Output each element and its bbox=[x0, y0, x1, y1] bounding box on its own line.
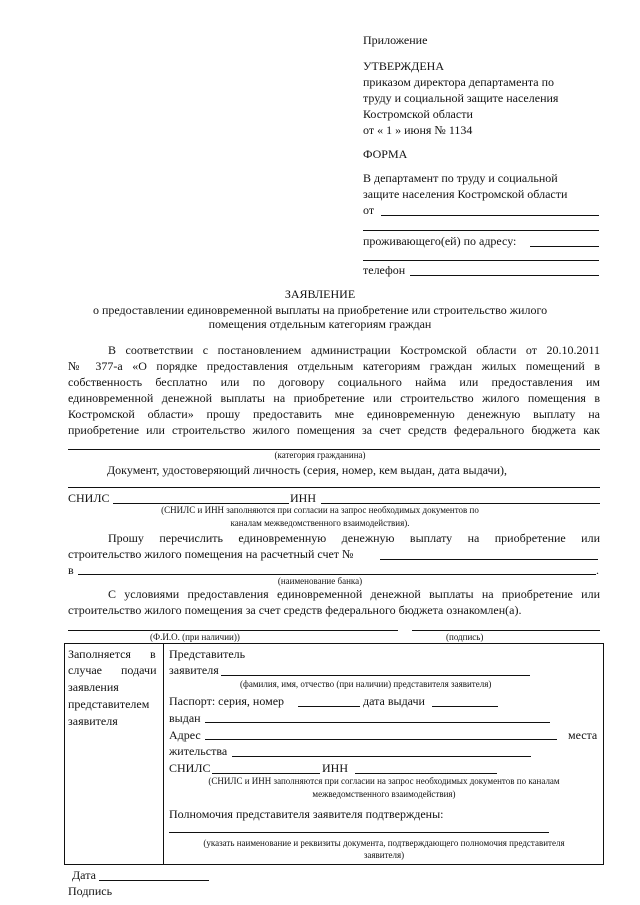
representative-label: Представитель bbox=[169, 647, 246, 661]
fio-field-line[interactable] bbox=[68, 630, 398, 631]
paragraph-line: № 377-а «О порядке предоставления отдельным категориям граждан жилых помещений в bbox=[68, 359, 600, 373]
document-subtitle: о предоставлении единовременной выплаты на приобретение или строительство жилого bbox=[92, 303, 548, 317]
passport-label: Паспорт: серия, номер bbox=[169, 694, 285, 708]
address-field-line-2[interactable] bbox=[363, 260, 599, 261]
inn-label: ИНН bbox=[290, 491, 316, 505]
address-label: Адрес bbox=[169, 728, 201, 742]
residence-field-line[interactable] bbox=[232, 756, 531, 757]
inn-field-line[interactable] bbox=[321, 503, 600, 504]
left-cell-word: представителем bbox=[68, 697, 150, 711]
approved-line: приказом директора департамента по bbox=[363, 75, 555, 89]
left-cell-word: подачи bbox=[121, 663, 157, 677]
form-label: ФОРМА bbox=[363, 147, 408, 161]
place-label: места bbox=[568, 728, 598, 742]
approved-label: УТВЕРЖДЕНА bbox=[363, 59, 445, 73]
phone-label: телефон bbox=[363, 263, 406, 277]
applicant-field-line[interactable] bbox=[221, 675, 530, 676]
from-field-line-2[interactable] bbox=[363, 230, 599, 231]
snils-field-line[interactable] bbox=[113, 503, 289, 504]
paragraph-line: приобретение или строительство жилого помещения за счет средств федерального бюджета как bbox=[68, 423, 600, 437]
left-cell-word: Заполняется bbox=[68, 647, 131, 661]
paragraph-line: Костромской области» прошу предоставить мне единовременную денежную выплату на bbox=[68, 407, 600, 421]
transfer-line: строительство жилого помещения на расчетный счет № bbox=[68, 547, 354, 561]
fio-caption: (Ф.И.О. (при наличии)) bbox=[150, 632, 240, 642]
issue-date-label: дата выдачи bbox=[363, 694, 425, 708]
rep-inn-label: ИНН bbox=[322, 761, 348, 775]
addressee-line: защите населения Костромской области bbox=[363, 187, 568, 201]
signature-field-line[interactable] bbox=[412, 630, 600, 631]
issued-label: выдан bbox=[169, 711, 201, 725]
authority-field-line[interactable] bbox=[169, 832, 549, 833]
rep-inn-field-line[interactable] bbox=[355, 773, 497, 774]
date-label: Дата bbox=[72, 868, 96, 882]
bank-field-line[interactable] bbox=[78, 574, 596, 575]
bank-caption: (наименование банка) bbox=[277, 576, 363, 586]
rep-snils-note: межведомственного взаимодействия) bbox=[312, 789, 456, 799]
address-field-line[interactable] bbox=[530, 246, 599, 247]
period: . bbox=[596, 563, 599, 577]
addressee-line: В департамент по труду и социальной bbox=[363, 171, 558, 185]
left-cell-word: в bbox=[150, 647, 156, 661]
authority-caption: (указать наименование и реквизиты документа, подтверждающего полномочия представителя bbox=[203, 838, 565, 848]
identity-doc-label: Документ, удостоверяющий личность (серия, номер, кем выдан, дата выдачи), bbox=[107, 463, 507, 477]
snils-label: СНИЛС bbox=[68, 491, 110, 505]
issued-field-line[interactable] bbox=[205, 722, 550, 723]
residing-label: проживающего(ей) по адресу: bbox=[363, 234, 517, 248]
paragraph-line: единовременной денежной выплаты на приобретение или строительство жилого помещения в bbox=[68, 391, 600, 405]
table-divider bbox=[163, 643, 164, 865]
account-field-line[interactable] bbox=[380, 559, 598, 560]
signature-label: Подпись bbox=[68, 884, 113, 898]
from-label: от bbox=[363, 203, 375, 217]
applicant-caption: (фамилия, имя, отчество (при наличии) представителя заявителя) bbox=[240, 679, 492, 689]
in-label: в bbox=[68, 563, 74, 577]
issue-date-field-line[interactable] bbox=[432, 706, 498, 707]
from-field-line[interactable] bbox=[381, 215, 599, 216]
authority-caption: заявителя) bbox=[363, 850, 405, 860]
left-cell-word: заявителя bbox=[68, 714, 118, 728]
phone-field-line[interactable] bbox=[410, 275, 599, 276]
approved-line: от « 1 » июня № 1134 bbox=[363, 123, 473, 137]
snils-note: каналам межведомственного взаимодействия). bbox=[230, 518, 410, 528]
document-subtitle: помещения отдельным категориям граждан bbox=[208, 317, 432, 331]
approved-line: труду и социальной защите населения bbox=[363, 91, 559, 105]
rep-snils-label: СНИЛС bbox=[169, 761, 211, 775]
left-cell-word: случае bbox=[68, 663, 103, 677]
residence-label: жительства bbox=[169, 744, 228, 758]
signature-caption: (подпись) bbox=[446, 632, 484, 642]
rep-snils-field-line[interactable] bbox=[212, 773, 320, 774]
date-field-line[interactable] bbox=[99, 880, 209, 881]
passport-field-line[interactable] bbox=[298, 706, 360, 707]
identity-doc-field-line[interactable] bbox=[68, 487, 600, 488]
snils-note: (СНИЛС и ИНН заполняются при согласии на запрос необходимых документов по bbox=[161, 505, 479, 515]
agreement-line: С условиями предоставления единовременной денежной выплаты на приобретение или bbox=[108, 587, 600, 601]
approved-line: Костромской области bbox=[363, 107, 473, 121]
document-title: ЗАЯВЛЕНИЕ bbox=[284, 287, 356, 301]
paragraph-line: В соответствии с постановлением администрации Костромской области от 20.10.2011 bbox=[108, 343, 600, 357]
rep-snils-note: (СНИЛС и ИНН заполняются при согласии на запрос необходимых документов по каналам bbox=[208, 776, 560, 786]
left-cell-word: заявления bbox=[68, 680, 119, 694]
agreement-line: строительство жилого помещения за счет средств федерального бюджета ознакомлен(а). bbox=[68, 603, 522, 617]
paragraph-line: собственность бесплатно или по договору социального найма или предоставления им bbox=[68, 375, 600, 389]
address-field-line[interactable] bbox=[205, 739, 557, 740]
applicant-label: заявителя bbox=[169, 663, 219, 677]
appendix-label: Приложение bbox=[363, 33, 428, 47]
authority-label: Полномочия представителя заявителя подтверждены: bbox=[169, 807, 444, 821]
transfer-line: Прошу перечислить единовременную денежную выплату на приобретение или bbox=[108, 531, 600, 545]
category-caption: (категория гражданина) bbox=[274, 450, 366, 460]
